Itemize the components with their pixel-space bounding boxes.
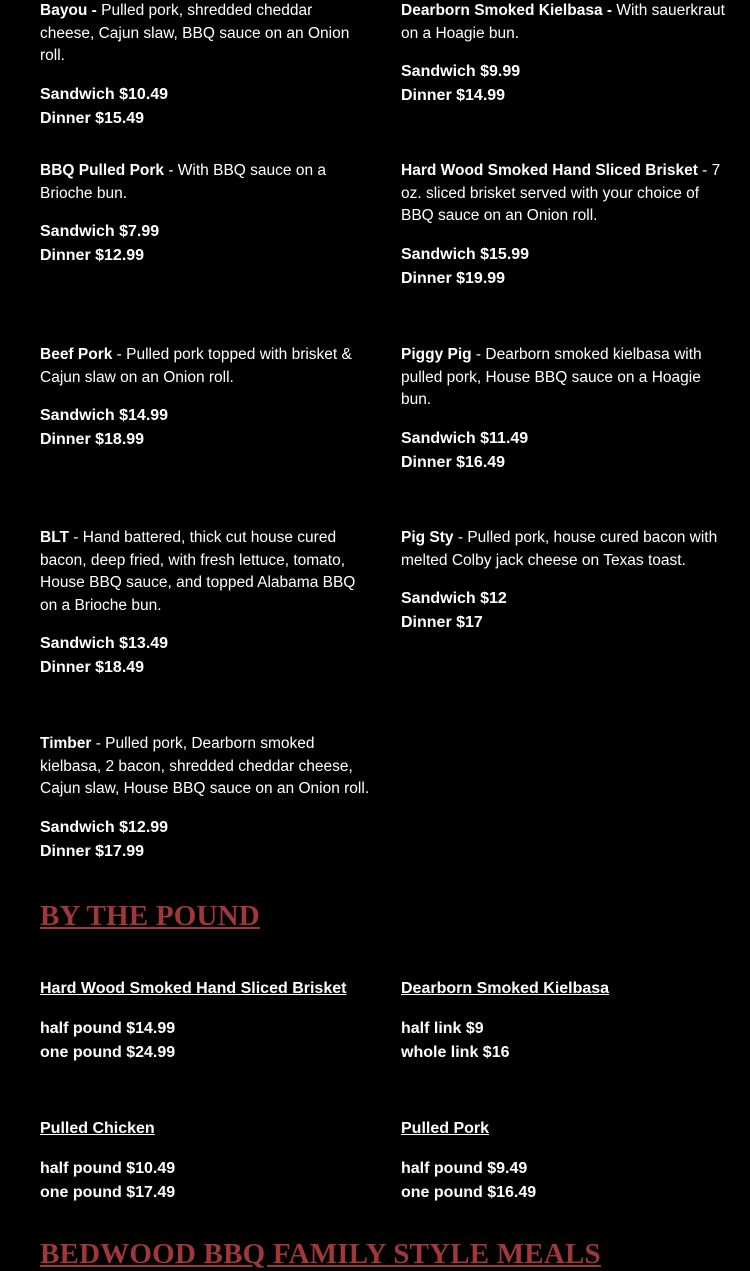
sandwich-price: Sandwich $11.49 — [401, 429, 529, 447]
item-description: - With BBQ sauce on a Brioche bun. — [40, 162, 326, 202]
full-price: one pound $24.99 — [40, 1044, 176, 1061]
item-name: BLT — [40, 529, 69, 546]
pound-item-name: Pulled Chicken — [40, 1120, 155, 1137]
menu-item-blt — [40, 527, 370, 680]
sandwich-price: Sandwich $14.99 — [40, 407, 169, 424]
section-title-family-meals: BEDWOOD BBQ FAMILY STYLE MEALS — [40, 1238, 601, 1270]
sandwich-price: Sandwich $12.99 — [40, 818, 169, 836]
dinner-price: Dinner $12.99 — [40, 247, 145, 264]
sandwich-price: Sandwich $13.49 — [40, 635, 169, 652]
pound-item-name: Dearborn Smoked Kielbasa — [401, 980, 610, 997]
pound-item-pulled-pork — [401, 1117, 731, 1205]
sandwich-price: Sandwich $12 — [401, 590, 507, 607]
pound-item-name: Hard Wood Smoked Hand Sliced Brisket — [40, 980, 347, 997]
pound-item-brisket — [40, 977, 370, 1065]
menu-item-bbq-pulled-pork — [40, 160, 370, 268]
item-description: - Pulled pork, Dearborn smoked kielbasa, 2 bacon, shredded cheddar cheese, Cajun slaw, House BBQ sauce on an Onion roll. — [40, 735, 370, 797]
menu-item-brisket — [401, 160, 731, 291]
pound-item-pulled-chicken — [40, 1117, 370, 1205]
dinner-price: Dinner $15.49 — [40, 109, 145, 127]
pound-item-name: Pulled Pork — [401, 1120, 490, 1137]
full-price: whole link $16 — [401, 1044, 510, 1061]
sandwich-price: Sandwich $9.99 — [401, 63, 521, 80]
full-price: one pound $17.49 — [40, 1184, 176, 1201]
item-description: Pulled pork, shredded cheddar cheese, Cajun slaw, BBQ sauce on an Onion roll. — [40, 2, 350, 64]
pound-item-kielbasa — [401, 977, 731, 1065]
dinner-price: Dinner $18.99 — [40, 431, 145, 448]
full-price: one pound $16.49 — [401, 1184, 537, 1201]
item-name: Bayou - — [40, 2, 97, 19]
half-price: half pound $10.49 — [40, 1160, 176, 1177]
item-name: Pig Sty — [401, 529, 454, 546]
item-name: Beef Pork — [40, 346, 113, 363]
item-description: - Pulled pork, house cured bacon with melted Colby jack cheese on Texas toast. — [401, 529, 718, 569]
menu-item-dearborn-kielbasa — [401, 0, 731, 108]
item-name: Hard Wood Smoked Hand Sliced Brisket — [401, 162, 698, 179]
dinner-price: Dinner $18.49 — [40, 659, 145, 676]
half-price: half pound $9.49 — [401, 1160, 528, 1177]
half-price: half pound $14.99 — [40, 1020, 176, 1037]
item-description: - Dearborn smoked kielbasa with pulled pork, House BBQ sauce on a Hoagie bun. — [401, 346, 702, 408]
item-name: Dearborn Smoked Kielbasa - — [401, 2, 613, 19]
sandwich-price: Sandwich $15.99 — [401, 245, 530, 263]
dinner-price: Dinner $19.99 — [401, 269, 506, 287]
menu-item-pig-sty — [401, 527, 731, 635]
dinner-price: Dinner $17.99 — [40, 842, 145, 860]
item-description: - Pulled pork topped with brisket & Cajun slaw on an Onion roll. — [40, 346, 352, 386]
half-price: half link $9 — [401, 1020, 484, 1037]
item-name: Piggy Pig — [401, 346, 472, 363]
menu-item-bayou — [40, 0, 370, 131]
section-title-by-the-pound: BY THE POUND — [40, 900, 260, 932]
menu-item-beef-pork — [40, 344, 370, 452]
item-name: BBQ Pulled Pork — [40, 162, 165, 179]
item-description: - 7 oz. sliced brisket served with your choice of BBQ sauce on an Onion roll. — [401, 162, 721, 224]
item-description: - Hand battered, thick cut house cured bacon, deep fried, with fresh lettuce, tomato, House BBQ sauce, and topped Alabama BBQ on a Brioche bun. — [40, 529, 356, 614]
menu-item-piggy-pig — [401, 344, 731, 475]
dinner-price: Dinner $17 — [401, 614, 483, 631]
dinner-price: Dinner $14.99 — [401, 87, 506, 104]
item-name: Timber — [40, 735, 92, 752]
dinner-price: Dinner $16.49 — [401, 453, 506, 471]
sandwich-price: Sandwich $7.99 — [40, 223, 160, 240]
menu-item-timber — [40, 733, 370, 864]
sandwich-price: Sandwich $10.49 — [40, 85, 169, 103]
item-description: With sauerkraut on a Hoagie bun. — [401, 2, 725, 42]
